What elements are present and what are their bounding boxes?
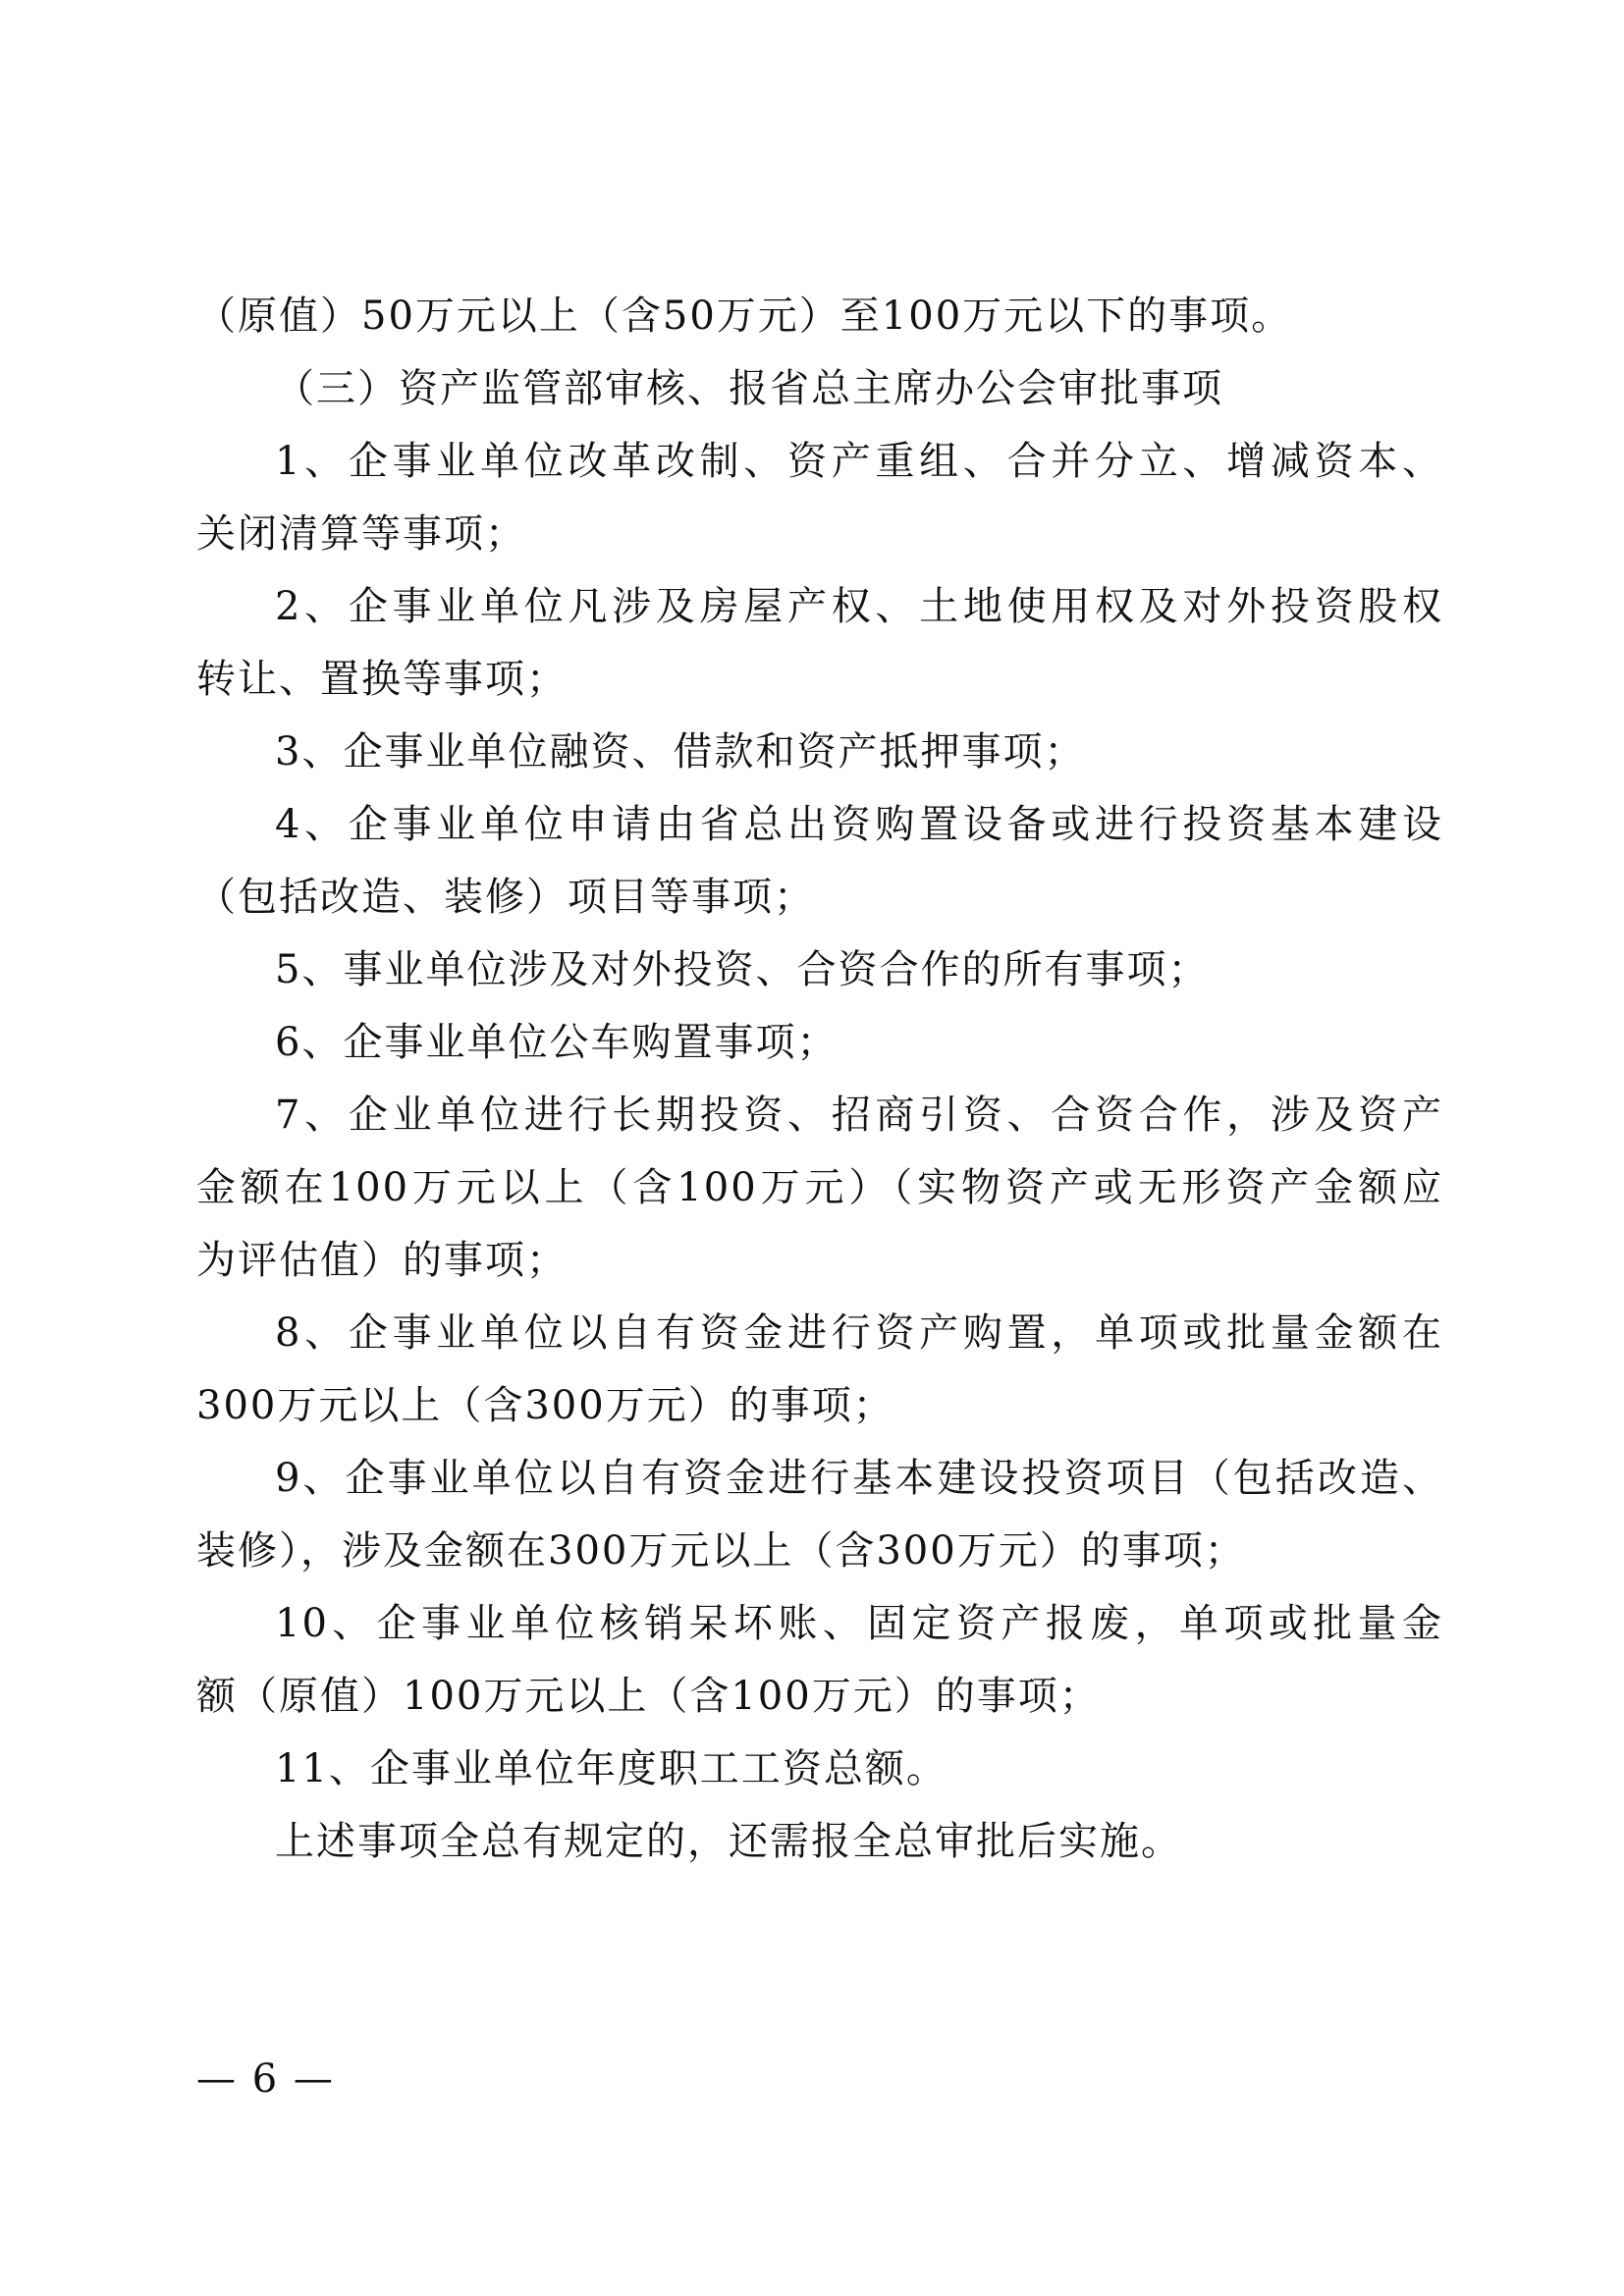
text-line: 7、企业单位进行长期投资、招商引资、合资合作，涉及资产 — [275, 1093, 1443, 1138]
text-line: 转让、置换等事项； — [196, 657, 568, 702]
text-line: 装修），涉及金额在300万元以上（含300万元）的事项； — [196, 1528, 1246, 1574]
text-line: 5、事业单位涉及对外投资、合资合作的所有事项； — [275, 947, 1210, 992]
text-line: 额（原值）100万元以上（含100万元）的事项； — [196, 1674, 1101, 1719]
text-line: 上述事项全总有规定的，还需报全总审批后实施。 — [275, 1819, 1182, 1864]
text-line: 关闭清算等事项； — [196, 511, 526, 557]
text-line: 2、企事业单位凡涉及房屋产权、土地使用权及对外投资股权 — [275, 584, 1443, 629]
text-line: 300万元以上（含300万元）的事项； — [196, 1383, 894, 1428]
text-line: 10、企事业单位核销呆坏账、固定资产报废，单项或批量金 — [275, 1601, 1443, 1646]
text-line: 金额在100万元以上（含100万元）（实物资产或无形资产金额应 — [196, 1165, 1443, 1210]
text-line: 为评估值）的事项； — [196, 1238, 568, 1283]
text-line: （原值）50万元以上（含50万元）至100万元以下的事项。 — [196, 294, 1293, 339]
text-line: （包括改造、装修）项目等事项； — [196, 875, 815, 920]
text-line: 1、企事业单位改革改制、资产重组、合并分立、增减资本、 — [275, 439, 1443, 484]
text-line: 4、企事业单位申请由省总出资购置设备或进行投资基本建设 — [275, 802, 1443, 847]
document-body — [196, 280, 1443, 1878]
section-heading: （三）资产监管部审核、报省总主席办公会审批事项 — [275, 366, 1223, 411]
text-line: 9、企事业单位以自有资金进行基本建设投资项目（包括改造、 — [275, 1456, 1443, 1501]
text-line: 11、企事业单位年度职工工资总额。 — [275, 1746, 947, 1791]
text-line: 8、企事业单位以自有资金进行资产购置，单项或批量金额在 — [275, 1310, 1443, 1356]
text-line: 6、企事业单位公车购置事项； — [275, 1020, 839, 1065]
text-line: 3、企事业单位融资、借款和资产抵押事项； — [275, 729, 1086, 774]
page-number: — 6 — — [196, 2056, 335, 2102]
